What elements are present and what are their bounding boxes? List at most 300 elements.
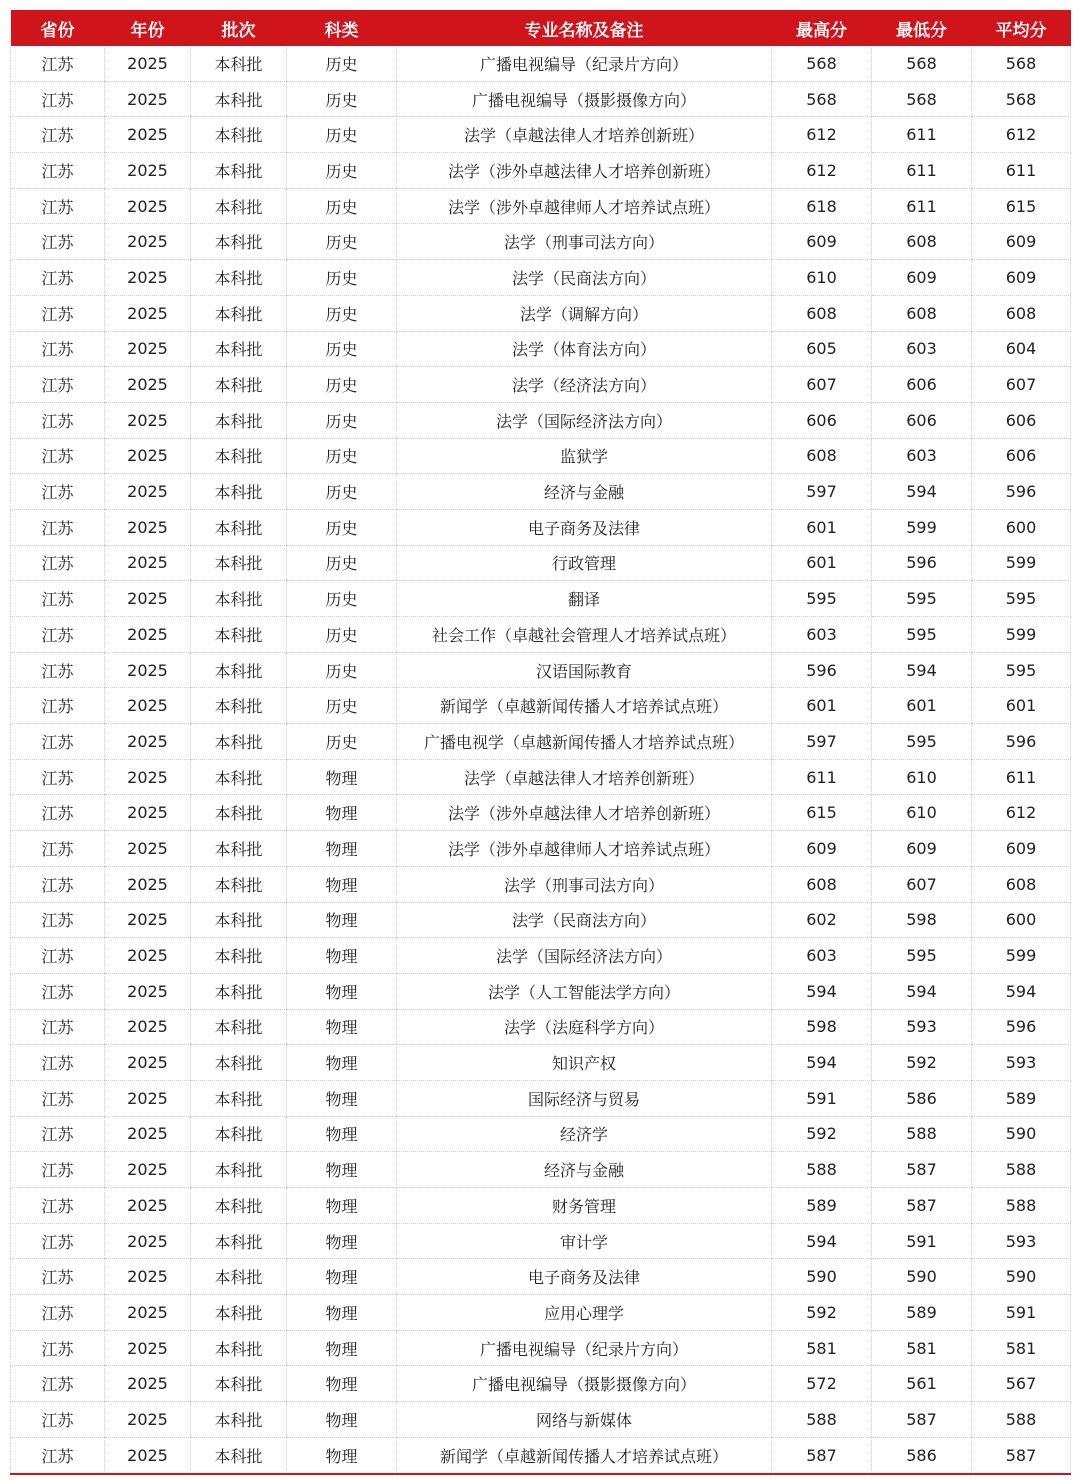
major-cell: 法学（经济法方向） [397,367,772,403]
province-cell: 江苏 [11,831,105,867]
province-cell: 江苏 [11,46,105,81]
table-row [11,331,1071,367]
min-score-cell: 568 [872,81,972,117]
major-cell: 电子商务及法律 [397,1259,772,1295]
avg-score-cell: 608 [972,866,1071,902]
year-cell: 2025 [105,295,191,331]
min-score-cell: 590 [872,1259,972,1295]
subject-cell: 历史 [287,509,397,545]
avg-score-cell: 599 [972,545,1071,581]
table-row [11,367,1071,403]
province-cell: 江苏 [11,1188,105,1224]
max-score-cell: 587 [772,1437,872,1473]
admission-scores-table-wrapper [10,10,1070,1475]
header-year: 年份 [105,10,191,46]
province-cell: 江苏 [11,866,105,902]
avg-score-cell: 591 [972,1295,1071,1331]
subject-cell: 物理 [287,1045,397,1081]
year-cell: 2025 [105,1080,191,1116]
year-cell: 2025 [105,938,191,974]
min-score-cell: 606 [872,367,972,403]
header-min-score: 最低分 [872,10,972,46]
avg-score-cell: 595 [972,652,1071,688]
max-score-cell: 568 [772,46,872,81]
subject-cell: 物理 [287,1402,397,1438]
avg-score-cell: 601 [972,688,1071,724]
max-score-cell: 601 [772,509,872,545]
max-score-cell: 588 [772,1152,872,1188]
min-score-cell: 608 [872,295,972,331]
table-row [11,902,1071,938]
header-province: 省份 [11,10,105,46]
subject-cell: 物理 [287,1223,397,1259]
table-row [11,795,1071,831]
table-row [11,1295,1071,1331]
batch-cell: 本科批 [191,1009,287,1045]
batch-cell: 本科批 [191,1080,287,1116]
province-cell: 江苏 [11,1330,105,1366]
avg-score-cell: 611 [972,153,1071,189]
max-score-cell: 609 [772,831,872,867]
year-cell: 2025 [105,1188,191,1224]
major-cell: 广播电视编导（摄影摄像方向） [397,1366,772,1402]
batch-cell: 本科批 [191,831,287,867]
province-cell: 江苏 [11,295,105,331]
avg-score-cell: 609 [972,260,1071,296]
max-score-cell: 568 [772,81,872,117]
batch-cell: 本科批 [191,759,287,795]
subject-cell: 历史 [287,402,397,438]
major-cell: 经济与金融 [397,474,772,510]
province-cell: 江苏 [11,153,105,189]
max-score-cell: 592 [772,1116,872,1152]
min-score-cell: 594 [872,973,972,1009]
province-cell: 江苏 [11,1152,105,1188]
year-cell: 2025 [105,759,191,795]
max-score-cell: 594 [772,973,872,1009]
province-cell: 江苏 [11,938,105,974]
table-row [11,1437,1071,1473]
avg-score-cell: 596 [972,724,1071,760]
major-cell: 法学（刑事司法方向） [397,866,772,902]
min-score-cell: 593 [872,1009,972,1045]
year-cell: 2025 [105,1259,191,1295]
avg-score-cell: 594 [972,973,1071,1009]
province-cell: 江苏 [11,581,105,617]
batch-cell: 本科批 [191,1437,287,1473]
major-cell: 社会工作（卓越社会管理人才培养试点班） [397,617,772,653]
min-score-cell: 598 [872,902,972,938]
major-cell: 行政管理 [397,545,772,581]
major-cell: 法学（体育法方向） [397,331,772,367]
min-score-cell: 561 [872,1366,972,1402]
max-score-cell: 603 [772,938,872,974]
major-cell: 电子商务及法律 [397,509,772,545]
subject-cell: 历史 [287,724,397,760]
table-row [11,1045,1071,1081]
subject-cell: 历史 [287,153,397,189]
year-cell: 2025 [105,1116,191,1152]
province-cell: 江苏 [11,117,105,153]
major-cell: 经济与金融 [397,1152,772,1188]
max-score-cell: 592 [772,1295,872,1331]
avg-score-cell: 589 [972,1080,1071,1116]
batch-cell: 本科批 [191,295,287,331]
province-cell: 江苏 [11,224,105,260]
batch-cell: 本科批 [191,331,287,367]
min-score-cell: 591 [872,1223,972,1259]
max-score-cell: 609 [772,224,872,260]
max-score-cell: 612 [772,153,872,189]
province-cell: 江苏 [11,545,105,581]
year-cell: 2025 [105,188,191,224]
table-row [11,652,1071,688]
major-cell: 经济学 [397,1116,772,1152]
table-row [11,402,1071,438]
batch-cell: 本科批 [191,973,287,1009]
province-cell: 江苏 [11,652,105,688]
avg-score-cell: 606 [972,402,1071,438]
min-score-cell: 610 [872,795,972,831]
max-score-cell: 596 [772,652,872,688]
table-row [11,973,1071,1009]
year-cell: 2025 [105,866,191,902]
max-score-cell: 608 [772,866,872,902]
province-cell: 江苏 [11,1223,105,1259]
avg-score-cell: 615 [972,188,1071,224]
batch-cell: 本科批 [191,688,287,724]
table-row [11,724,1071,760]
min-score-cell: 611 [872,188,972,224]
batch-cell: 本科批 [191,652,287,688]
major-cell: 法学（涉外卓越律师人才培养试点班） [397,831,772,867]
min-score-cell: 581 [872,1330,972,1366]
major-cell: 法学（国际经济法方向） [397,402,772,438]
subject-cell: 物理 [287,1295,397,1331]
max-score-cell: 591 [772,1080,872,1116]
max-score-cell: 608 [772,295,872,331]
min-score-cell: 603 [872,438,972,474]
major-cell: 广播电视编导（摄影摄像方向） [397,81,772,117]
year-cell: 2025 [105,474,191,510]
year-cell: 2025 [105,545,191,581]
batch-cell: 本科批 [191,902,287,938]
min-score-cell: 601 [872,688,972,724]
batch-cell: 本科批 [191,545,287,581]
year-cell: 2025 [105,973,191,1009]
batch-cell: 本科批 [191,474,287,510]
year-cell: 2025 [105,902,191,938]
batch-cell: 本科批 [191,1188,287,1224]
major-cell: 法学（涉外卓越律师人才培养试点班） [397,188,772,224]
major-cell: 法学（涉外卓越法律人才培养创新班） [397,795,772,831]
batch-cell: 本科批 [191,1366,287,1402]
province-cell: 江苏 [11,617,105,653]
year-cell: 2025 [105,331,191,367]
table-row [11,117,1071,153]
major-cell: 汉语国际教育 [397,652,772,688]
major-cell: 审计学 [397,1223,772,1259]
province-cell: 江苏 [11,1080,105,1116]
table-row [11,617,1071,653]
max-score-cell: 615 [772,795,872,831]
max-score-cell: 611 [772,759,872,795]
max-score-cell: 606 [772,402,872,438]
year-cell: 2025 [105,1437,191,1473]
max-score-cell: 601 [772,688,872,724]
major-cell: 法学（民商法方向） [397,260,772,296]
table-row [11,545,1071,581]
major-cell: 新闻学（卓越新闻传播人才培养试点班） [397,688,772,724]
min-score-cell: 595 [872,938,972,974]
province-cell: 江苏 [11,1045,105,1081]
subject-cell: 历史 [287,224,397,260]
subject-cell: 历史 [287,331,397,367]
subject-cell: 历史 [287,545,397,581]
province-cell: 江苏 [11,1437,105,1473]
year-cell: 2025 [105,1402,191,1438]
avg-score-cell: 600 [972,509,1071,545]
table-row [11,1152,1071,1188]
avg-score-cell: 596 [972,474,1071,510]
max-score-cell: 594 [772,1223,872,1259]
min-score-cell: 609 [872,260,972,296]
avg-score-cell: 595 [972,581,1071,617]
table-row [11,759,1071,795]
batch-cell: 本科批 [191,224,287,260]
max-score-cell: 590 [772,1259,872,1295]
batch-cell: 本科批 [191,795,287,831]
subject-cell: 物理 [287,938,397,974]
table-header-row [11,10,1071,46]
batch-cell: 本科批 [191,866,287,902]
min-score-cell: 606 [872,402,972,438]
max-score-cell: 572 [772,1366,872,1402]
avg-score-cell: 606 [972,438,1071,474]
table-row [11,1116,1071,1152]
max-score-cell: 601 [772,545,872,581]
min-score-cell: 594 [872,652,972,688]
major-cell: 广播电视编导（纪录片方向） [397,1330,772,1366]
avg-score-cell: 612 [972,117,1071,153]
avg-score-cell: 587 [972,1437,1071,1473]
subject-cell: 历史 [287,581,397,617]
province-cell: 江苏 [11,688,105,724]
table-row [11,81,1071,117]
subject-cell: 物理 [287,902,397,938]
table-row [11,188,1071,224]
province-cell: 江苏 [11,902,105,938]
province-cell: 江苏 [11,331,105,367]
batch-cell: 本科批 [191,1259,287,1295]
province-cell: 江苏 [11,759,105,795]
batch-cell: 本科批 [191,1045,287,1081]
province-cell: 江苏 [11,1116,105,1152]
major-cell: 法学（民商法方向） [397,902,772,938]
year-cell: 2025 [105,1330,191,1366]
table-row [11,1009,1071,1045]
year-cell: 2025 [105,367,191,403]
max-score-cell: 608 [772,438,872,474]
subject-cell: 历史 [287,295,397,331]
subject-cell: 历史 [287,260,397,296]
max-score-cell: 610 [772,260,872,296]
subject-cell: 历史 [287,46,397,81]
batch-cell: 本科批 [191,938,287,974]
year-cell: 2025 [105,581,191,617]
batch-cell: 本科批 [191,1116,287,1152]
max-score-cell: 607 [772,367,872,403]
max-score-cell: 597 [772,724,872,760]
min-score-cell: 609 [872,831,972,867]
avg-score-cell: 588 [972,1188,1071,1224]
major-cell: 国际经济与贸易 [397,1080,772,1116]
province-cell: 江苏 [11,260,105,296]
province-cell: 江苏 [11,438,105,474]
avg-score-cell: 604 [972,331,1071,367]
year-cell: 2025 [105,617,191,653]
major-cell: 法学（法庭科学方向） [397,1009,772,1045]
min-score-cell: 586 [872,1080,972,1116]
subject-cell: 物理 [287,1188,397,1224]
min-score-cell: 588 [872,1116,972,1152]
max-score-cell: 581 [772,1330,872,1366]
subject-cell: 历史 [287,117,397,153]
max-score-cell: 595 [772,581,872,617]
subject-cell: 物理 [287,831,397,867]
subject-cell: 物理 [287,866,397,902]
avg-score-cell: 608 [972,295,1071,331]
year-cell: 2025 [105,652,191,688]
province-cell: 江苏 [11,973,105,1009]
year-cell: 2025 [105,1295,191,1331]
year-cell: 2025 [105,688,191,724]
batch-cell: 本科批 [191,1330,287,1366]
major-cell: 法学（人工智能法学方向） [397,973,772,1009]
avg-score-cell: 596 [972,1009,1071,1045]
province-cell: 江苏 [11,1402,105,1438]
batch-cell: 本科批 [191,1402,287,1438]
major-cell: 监狱学 [397,438,772,474]
table-row [11,1366,1071,1402]
major-cell: 财务管理 [397,1188,772,1224]
major-cell: 应用心理学 [397,1295,772,1331]
subject-cell: 物理 [287,1259,397,1295]
province-cell: 江苏 [11,188,105,224]
major-cell: 法学（调解方向） [397,295,772,331]
min-score-cell: 610 [872,759,972,795]
min-score-cell: 595 [872,724,972,760]
batch-cell: 本科批 [191,724,287,760]
subject-cell: 物理 [287,1330,397,1366]
batch-cell: 本科批 [191,367,287,403]
table-row [11,260,1071,296]
max-score-cell: 594 [772,1045,872,1081]
avg-score-cell: 607 [972,367,1071,403]
province-cell: 江苏 [11,509,105,545]
min-score-cell: 596 [872,545,972,581]
batch-cell: 本科批 [191,153,287,189]
min-score-cell: 586 [872,1437,972,1473]
batch-cell: 本科批 [191,46,287,81]
avg-score-cell: 609 [972,831,1071,867]
avg-score-cell: 599 [972,617,1071,653]
year-cell: 2025 [105,81,191,117]
major-cell: 翻译 [397,581,772,617]
table-row [11,474,1071,510]
year-cell: 2025 [105,260,191,296]
avg-score-cell: 590 [972,1116,1071,1152]
year-cell: 2025 [105,1009,191,1045]
avg-score-cell: 588 [972,1402,1071,1438]
batch-cell: 本科批 [191,1152,287,1188]
year-cell: 2025 [105,224,191,260]
table-row [11,153,1071,189]
major-cell: 广播电视编导（纪录片方向） [397,46,772,81]
batch-cell: 本科批 [191,117,287,153]
year-cell: 2025 [105,46,191,81]
min-score-cell: 611 [872,153,972,189]
subject-cell: 历史 [287,474,397,510]
batch-cell: 本科批 [191,260,287,296]
major-cell: 知识产权 [397,1045,772,1081]
min-score-cell: 594 [872,474,972,510]
subject-cell: 物理 [287,1116,397,1152]
avg-score-cell: 567 [972,1366,1071,1402]
subject-cell: 历史 [287,652,397,688]
subject-cell: 物理 [287,1366,397,1402]
major-cell: 法学（刑事司法方向） [397,224,772,260]
province-cell: 江苏 [11,724,105,760]
major-cell: 法学（卓越法律人才培养创新班） [397,117,772,153]
header-subject: 科类 [287,10,397,46]
table-row [11,295,1071,331]
table-row [11,831,1071,867]
max-score-cell: 618 [772,188,872,224]
year-cell: 2025 [105,1223,191,1259]
subject-cell: 历史 [287,367,397,403]
min-score-cell: 592 [872,1045,972,1081]
min-score-cell: 595 [872,581,972,617]
table-row [11,46,1071,81]
table-row [11,1188,1071,1224]
province-cell: 江苏 [11,81,105,117]
header-batch: 批次 [191,10,287,46]
min-score-cell: 568 [872,46,972,81]
max-score-cell: 602 [772,902,872,938]
table-row [11,509,1071,545]
batch-cell: 本科批 [191,438,287,474]
max-score-cell: 612 [772,117,872,153]
table-row [11,688,1071,724]
avg-score-cell: 588 [972,1152,1071,1188]
avg-score-cell: 593 [972,1045,1071,1081]
major-cell: 新闻学（卓越新闻传播人才培养试点班） [397,1437,772,1473]
province-cell: 江苏 [11,474,105,510]
table-row [11,438,1071,474]
year-cell: 2025 [105,1152,191,1188]
header-avg-score: 平均分 [972,10,1071,46]
subject-cell: 物理 [287,1080,397,1116]
avg-score-cell: 568 [972,81,1071,117]
avg-score-cell: 581 [972,1330,1071,1366]
major-cell: 广播电视学（卓越新闻传播人才培养试点班） [397,724,772,760]
min-score-cell: 607 [872,866,972,902]
major-cell: 法学（国际经济法方向） [397,938,772,974]
batch-cell: 本科批 [191,581,287,617]
subject-cell: 物理 [287,1009,397,1045]
subject-cell: 历史 [287,688,397,724]
